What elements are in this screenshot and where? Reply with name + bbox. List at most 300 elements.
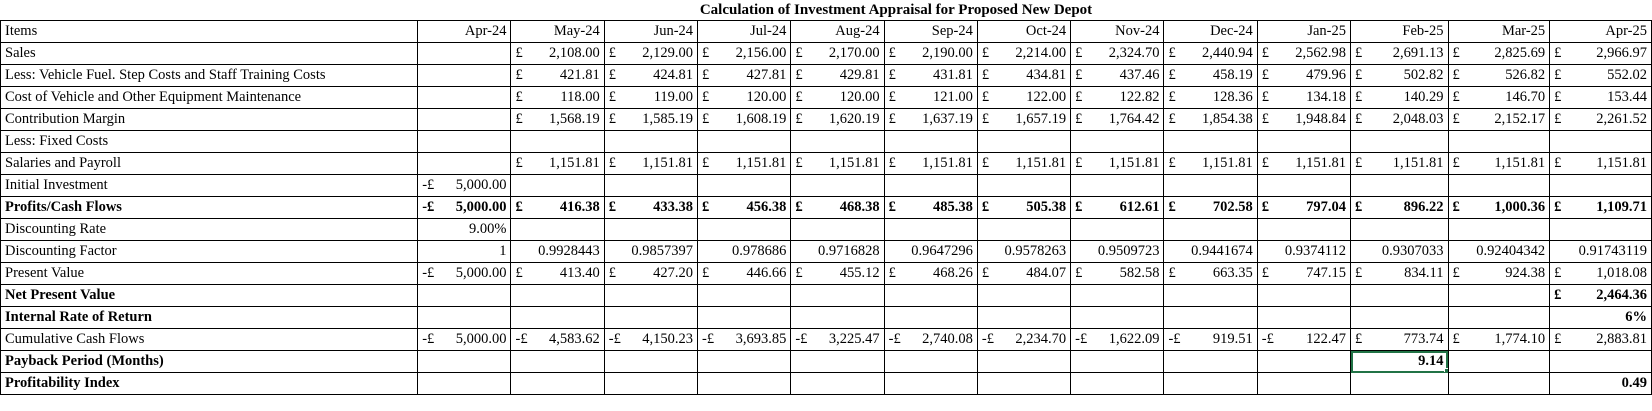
currency-symbol: £	[515, 89, 523, 105]
data-cell[interactable]	[1351, 109, 1448, 131]
table-row	[1, 219, 1652, 241]
currency-symbol: £	[1355, 265, 1363, 281]
data-cell[interactable]	[1448, 285, 1550, 307]
data-cell[interactable]	[1071, 373, 1164, 395]
data-cell[interactable]	[698, 285, 791, 307]
cell-value: 2,156.00	[735, 45, 787, 61]
data-cell[interactable]	[698, 329, 791, 351]
data-cell[interactable]	[1550, 263, 1652, 285]
data-cell[interactable]	[1164, 87, 1257, 109]
column-header-apr-24[interactable]: Apr-24	[418, 21, 511, 43]
data-cell[interactable]	[1164, 351, 1257, 373]
data-cell[interactable]	[1448, 65, 1550, 87]
data-cell[interactable]	[977, 131, 1070, 153]
currency-symbol: £	[1075, 155, 1083, 171]
column-header-sep-24[interactable]: Sep-24	[884, 21, 977, 43]
column-header-jan-25[interactable]: Jan-25	[1257, 21, 1350, 43]
cell-value: 702.58	[1212, 199, 1253, 215]
cell-value: 5,000.00	[455, 177, 507, 193]
cell-value: 2,464.36	[1596, 287, 1647, 303]
data-cell[interactable]	[604, 109, 697, 131]
data-cell[interactable]	[1257, 197, 1350, 219]
data-cell[interactable]	[791, 285, 884, 307]
data-cell[interactable]	[418, 175, 511, 197]
data-cell[interactable]	[1071, 153, 1164, 175]
data-cell[interactable]	[604, 197, 697, 219]
data-cell[interactable]: 0.91743119	[1550, 241, 1652, 263]
currency-symbol: £	[1075, 199, 1083, 215]
data-cell[interactable]	[511, 109, 604, 131]
data-cell[interactable]	[884, 43, 977, 65]
data-cell[interactable]	[977, 109, 1070, 131]
data-cell[interactable]	[1071, 307, 1164, 329]
column-header-aug-24[interactable]: Aug-24	[791, 21, 884, 43]
data-cell[interactable]	[1257, 329, 1350, 351]
data-cell[interactable]	[1257, 307, 1350, 329]
data-cell[interactable]	[1164, 197, 1257, 219]
data-cell[interactable]: 0.9578263	[977, 241, 1070, 263]
data-cell[interactable]	[791, 87, 884, 109]
data-cell[interactable]	[511, 197, 604, 219]
data-cell[interactable]	[1448, 329, 1550, 351]
data-cell[interactable]	[977, 153, 1070, 175]
row-label[interactable]: Profits/Cash Flows	[1, 197, 418, 219]
data-cell[interactable]	[418, 109, 511, 131]
data-cell[interactable]	[1351, 307, 1448, 329]
data-cell[interactable]	[1071, 87, 1164, 109]
data-cell[interactable]	[791, 307, 884, 329]
currency-symbol: £	[1168, 199, 1176, 215]
data-cell[interactable]	[418, 373, 511, 395]
currency-symbol: £	[795, 265, 803, 281]
data-cell[interactable]	[1351, 43, 1448, 65]
data-cell[interactable]	[884, 263, 977, 285]
cell-value: 552.02	[1607, 67, 1647, 83]
data-cell[interactable]: 0.9928443	[511, 241, 604, 263]
data-cell[interactable]	[418, 307, 511, 329]
data-cell[interactable]	[1448, 43, 1550, 65]
cell-value: 2,152.17	[1494, 111, 1546, 127]
data-cell[interactable]	[1550, 87, 1652, 109]
data-cell[interactable]	[698, 219, 791, 241]
data-cell[interactable]	[977, 219, 1070, 241]
data-cell[interactable]	[418, 43, 511, 65]
data-cell[interactable]	[1257, 263, 1350, 285]
data-cell[interactable]	[791, 197, 884, 219]
cell-value: 1,608.19	[735, 111, 787, 127]
data-cell[interactable]	[977, 285, 1070, 307]
row-label[interactable]: Less: Fixed Costs	[1, 131, 418, 153]
data-cell[interactable]	[1351, 131, 1448, 153]
data-cell[interactable]	[1164, 43, 1257, 65]
data-cell[interactable]	[791, 43, 884, 65]
data-cell[interactable]	[698, 175, 791, 197]
data-cell[interactable]	[1448, 109, 1550, 131]
data-cell[interactable]	[791, 153, 884, 175]
cell-value: 2,108.00	[549, 45, 600, 61]
data-cell[interactable]	[418, 131, 511, 153]
row-label[interactable]: Payback Period (Months)	[1, 351, 418, 373]
data-cell[interactable]	[511, 219, 604, 241]
data-cell[interactable]	[791, 373, 884, 395]
currency-symbol: £	[702, 89, 710, 105]
cell-value: 484.07	[1026, 265, 1067, 281]
data-cell[interactable]	[884, 153, 977, 175]
data-cell[interactable]	[418, 263, 511, 285]
cell-value: 2,883.81	[1596, 331, 1647, 347]
currency-symbol: £	[981, 199, 990, 215]
data-cell[interactable]: 6%	[1550, 307, 1652, 329]
data-cell[interactable]	[1071, 351, 1164, 373]
cell-value: 2,966.97	[1596, 45, 1647, 61]
currency-symbol: £	[1355, 331, 1363, 347]
data-cell[interactable]	[511, 329, 604, 351]
data-cell[interactable]	[884, 87, 977, 109]
cell-value: 3,225.47	[828, 331, 880, 347]
data-cell[interactable]	[791, 263, 884, 285]
data-cell[interactable]	[698, 153, 791, 175]
currency-symbol: £	[888, 67, 896, 83]
currency-symbol: £	[1261, 111, 1269, 127]
data-cell[interactable]	[977, 351, 1070, 373]
data-cell[interactable]	[698, 43, 791, 65]
row-label[interactable]: Salaries and Payroll	[1, 153, 418, 175]
data-cell[interactable]	[977, 43, 1070, 65]
data-cell[interactable]	[604, 43, 697, 65]
data-cell[interactable]	[1448, 373, 1550, 395]
cell-value: 121.00	[933, 89, 973, 105]
data-cell[interactable]	[1448, 153, 1550, 175]
data-cell[interactable]	[884, 373, 977, 395]
data-cell[interactable]	[418, 65, 511, 87]
row-label[interactable]: Cost of Vehicle and Other Equipment Maintenance	[1, 87, 418, 109]
data-cell[interactable]	[1257, 109, 1350, 131]
column-header-feb-25[interactable]: Feb-25	[1351, 21, 1448, 43]
data-cell[interactable]	[1164, 219, 1257, 241]
data-cell[interactable]	[1071, 131, 1164, 153]
data-cell[interactable]	[1164, 285, 1257, 307]
data-cell[interactable]	[511, 263, 604, 285]
column-header-nov-24[interactable]: Nov-24	[1071, 21, 1164, 43]
data-cell[interactable]	[977, 197, 1070, 219]
data-cell[interactable]	[698, 197, 791, 219]
data-cell[interactable]	[1448, 219, 1550, 241]
data-cell[interactable]	[511, 65, 604, 87]
data-cell[interactable]	[1448, 87, 1550, 109]
currency-symbol: £	[702, 45, 710, 61]
data-cell[interactable]	[1257, 153, 1350, 175]
column-header-oct-24[interactable]: Oct-24	[977, 21, 1070, 43]
currency-symbol: £	[795, 199, 803, 215]
data-cell[interactable]	[977, 373, 1070, 395]
data-cell[interactable]	[604, 373, 697, 395]
data-cell[interactable]	[1164, 263, 1257, 285]
data-cell[interactable]: 1	[418, 241, 511, 263]
data-cell[interactable]	[698, 65, 791, 87]
data-cell[interactable]	[698, 87, 791, 109]
data-cell[interactable]	[1351, 329, 1448, 351]
data-cell[interactable]	[977, 263, 1070, 285]
data-cell[interactable]	[1351, 285, 1448, 307]
data-cell[interactable]	[1550, 65, 1652, 87]
currency-symbol: -£	[1261, 331, 1274, 347]
row-label[interactable]: Less: Vehicle Fuel. Step Costs and Staff Training Costs	[1, 65, 418, 87]
data-cell[interactable]	[977, 175, 1070, 197]
data-cell[interactable]	[604, 351, 697, 373]
data-cell[interactable]	[698, 263, 791, 285]
currency-symbol: £	[515, 45, 523, 61]
data-cell[interactable]	[1071, 219, 1164, 241]
cell-value: 3,693.85	[735, 331, 787, 347]
row-label[interactable]: Profitability Index	[1, 373, 418, 395]
data-cell[interactable]	[1071, 109, 1164, 131]
data-cell[interactable]	[1550, 351, 1652, 373]
row-label[interactable]: Cumulative Cash Flows	[1, 329, 418, 351]
data-cell[interactable]	[1448, 175, 1550, 197]
data-cell[interactable]	[604, 329, 697, 351]
data-cell[interactable]	[1550, 109, 1652, 131]
column-header-may-24[interactable]: May-24	[511, 21, 604, 43]
table-row	[1, 65, 1652, 87]
data-cell[interactable]	[977, 307, 1070, 329]
data-cell[interactable]	[604, 87, 697, 109]
cell-value: 747.15	[1306, 265, 1347, 281]
data-cell[interactable]	[418, 329, 511, 351]
data-cell[interactable]	[1550, 175, 1652, 197]
data-cell[interactable]	[1164, 307, 1257, 329]
data-cell[interactable]	[791, 351, 884, 373]
row-label[interactable]: Initial Investment	[1, 175, 418, 197]
data-cell[interactable]	[1448, 351, 1550, 373]
data-cell[interactable]: 0.92404342	[1448, 241, 1550, 263]
data-cell[interactable]: 0.9647296	[884, 241, 977, 263]
data-cell[interactable]	[1071, 65, 1164, 87]
data-cell[interactable]	[884, 175, 977, 197]
currency-symbol: £	[515, 111, 523, 127]
column-header-jun-24[interactable]: Jun-24	[604, 21, 697, 43]
data-cell[interactable]	[791, 65, 884, 87]
table-row	[1, 307, 1652, 329]
data-cell[interactable]	[1257, 65, 1350, 87]
data-cell[interactable]	[977, 65, 1070, 87]
data-cell[interactable]	[1071, 175, 1164, 197]
cell-value: 122.82	[1119, 89, 1160, 105]
currency-symbol: -£	[422, 265, 435, 281]
currency-symbol: £	[1554, 265, 1562, 281]
data-cell[interactable]	[1071, 263, 1164, 285]
data-cell[interactable]	[698, 373, 791, 395]
data-cell[interactable]	[884, 109, 977, 131]
data-cell[interactable]	[698, 109, 791, 131]
data-cell[interactable]	[511, 175, 604, 197]
data-cell[interactable]	[1257, 43, 1350, 65]
data-cell[interactable]	[791, 131, 884, 153]
data-cell[interactable]	[977, 87, 1070, 109]
cell-value: 924.38	[1505, 265, 1546, 281]
data-cell[interactable]	[1351, 65, 1448, 87]
currency-symbol: £	[608, 45, 617, 61]
data-cell[interactable]	[1164, 109, 1257, 131]
data-cell[interactable]: 0.49	[1550, 373, 1652, 395]
data-cell[interactable]	[977, 329, 1070, 351]
row-label[interactable]: Present Value	[1, 263, 418, 285]
data-cell[interactable]	[1550, 329, 1652, 351]
data-cell[interactable]	[1351, 263, 1448, 285]
data-cell[interactable]	[1351, 219, 1448, 241]
cell-value: 134.18	[1306, 89, 1347, 105]
data-cell[interactable]	[1164, 131, 1257, 153]
data-cell[interactable]: 0.978686	[698, 241, 791, 263]
data-cell[interactable]	[1550, 43, 1652, 65]
data-cell[interactable]	[511, 307, 604, 329]
data-cell[interactable]	[1257, 351, 1350, 373]
data-cell[interactable]	[884, 307, 977, 329]
data-cell[interactable]	[1257, 87, 1350, 109]
data-cell[interactable]	[511, 87, 604, 109]
data-cell[interactable]	[1257, 373, 1350, 395]
data-cell[interactable]	[418, 351, 511, 373]
data-cell[interactable]	[1550, 285, 1652, 307]
data-cell[interactable]	[698, 131, 791, 153]
data-cell[interactable]: 0.9857397	[604, 241, 697, 263]
data-cell[interactable]	[1351, 87, 1448, 109]
currency-symbol: -£	[1075, 331, 1088, 347]
data-cell[interactable]	[418, 285, 511, 307]
data-cell[interactable]	[604, 285, 697, 307]
table-header-row	[1, 21, 1652, 43]
data-cell[interactable]	[1164, 329, 1257, 351]
column-header-apr-25[interactable]: Apr-25	[1550, 21, 1652, 43]
data-cell[interactable]	[604, 307, 697, 329]
data-cell[interactable]	[884, 351, 977, 373]
data-cell[interactable]: 0.9307033	[1351, 241, 1448, 263]
table-row	[1, 131, 1652, 153]
currency-symbol: £	[1075, 111, 1083, 127]
data-cell[interactable]	[418, 87, 511, 109]
data-cell[interactable]	[604, 219, 697, 241]
currency-symbol: £	[888, 45, 896, 61]
data-cell[interactable]	[1550, 131, 1652, 153]
data-cell[interactable]	[791, 175, 884, 197]
data-cell[interactable]	[1071, 43, 1164, 65]
table-row	[1, 43, 1652, 65]
data-cell[interactable]: 0.9509723	[1071, 241, 1164, 263]
cell-value: 122.00	[1026, 89, 1067, 105]
row-label[interactable]: Net Present Value	[1, 285, 418, 307]
data-cell[interactable]	[1448, 263, 1550, 285]
data-cell[interactable]	[1550, 153, 1652, 175]
data-cell[interactable]	[604, 175, 697, 197]
data-cell[interactable]	[1257, 131, 1350, 153]
cell-value: 153.44	[1607, 89, 1647, 105]
currency-symbol: £	[515, 199, 523, 215]
data-cell[interactable]: 9.00%	[418, 219, 511, 241]
data-cell[interactable]	[884, 65, 977, 87]
data-cell[interactable]	[1164, 153, 1257, 175]
data-cell[interactable]	[698, 307, 791, 329]
data-cell[interactable]	[1448, 197, 1550, 219]
data-cell[interactable]	[604, 263, 697, 285]
data-cell[interactable]	[1448, 307, 1550, 329]
data-cell[interactable]	[884, 329, 977, 351]
data-cell[interactable]	[511, 43, 604, 65]
data-cell[interactable]	[511, 131, 604, 153]
data-cell[interactable]	[511, 153, 604, 175]
currency-symbol: £	[1355, 67, 1363, 83]
data-cell[interactable]	[698, 351, 791, 373]
data-cell[interactable]	[604, 131, 697, 153]
data-cell[interactable]	[604, 153, 697, 175]
data-cell[interactable]: 0.9441674	[1164, 241, 1257, 263]
column-header-dec-24[interactable]: Dec-24	[1164, 21, 1257, 43]
data-cell[interactable]	[418, 197, 511, 219]
data-cell[interactable]	[1448, 131, 1550, 153]
data-cell[interactable]	[1351, 175, 1448, 197]
column-header-items[interactable]: Items	[1, 21, 418, 43]
data-cell[interactable]	[1351, 197, 1448, 219]
row-label[interactable]: Internal Rate of Return	[1, 307, 418, 329]
data-cell[interactable]	[511, 351, 604, 373]
column-header-mar-25[interactable]: Mar-25	[1448, 21, 1550, 43]
row-label[interactable]: Contribution Margin	[1, 109, 418, 131]
data-cell[interactable]	[1257, 219, 1350, 241]
data-cell[interactable]	[1164, 373, 1257, 395]
data-cell[interactable]	[791, 109, 884, 131]
data-cell[interactable]	[884, 197, 977, 219]
cell-value: 1,948.84	[1295, 111, 1347, 127]
currency-symbol: £	[1452, 111, 1460, 127]
cell-value: 1,000.36	[1494, 199, 1546, 215]
data-cell[interactable]	[511, 285, 604, 307]
currency-symbol: £	[888, 89, 896, 105]
data-cell[interactable]	[1351, 153, 1448, 175]
data-cell[interactable]	[511, 373, 604, 395]
data-cell[interactable]: 0.9716828	[791, 241, 884, 263]
data-cell[interactable]	[1257, 285, 1350, 307]
cell-value: 1,620.19	[828, 111, 880, 127]
data-cell[interactable]	[791, 329, 884, 351]
currency-symbol: £	[1261, 265, 1269, 281]
row-label[interactable]: Sales	[1, 43, 418, 65]
data-cell[interactable]	[1071, 197, 1164, 219]
cell-value: 773.74	[1403, 331, 1444, 347]
cell-value: 663.35	[1212, 265, 1253, 281]
data-cell[interactable]	[1071, 329, 1164, 351]
data-cell[interactable]	[1257, 175, 1350, 197]
data-cell[interactable]	[791, 219, 884, 241]
data-cell[interactable]	[418, 153, 511, 175]
data-cell[interactable]	[1071, 285, 1164, 307]
data-cell[interactable]	[604, 65, 697, 87]
column-header-jul-24[interactable]: Jul-24	[698, 21, 791, 43]
row-label[interactable]: Discounting Rate	[1, 219, 418, 241]
currency-symbol: -£	[795, 331, 808, 347]
row-label[interactable]: Discounting Factor	[1, 241, 418, 263]
currency-symbol: £	[1554, 155, 1562, 171]
selected-cell[interactable]: 9.14	[1351, 351, 1448, 373]
data-cell[interactable]: 0.9374112	[1257, 241, 1350, 263]
data-cell[interactable]	[1550, 219, 1652, 241]
data-cell[interactable]	[1164, 65, 1257, 87]
data-cell[interactable]	[884, 285, 977, 307]
data-cell[interactable]	[1164, 175, 1257, 197]
data-cell[interactable]	[1351, 373, 1448, 395]
currency-symbol: £	[702, 265, 710, 281]
data-cell[interactable]	[884, 219, 977, 241]
data-cell[interactable]	[884, 131, 977, 153]
data-cell[interactable]	[1550, 197, 1652, 219]
currency-symbol: £	[981, 111, 990, 127]
